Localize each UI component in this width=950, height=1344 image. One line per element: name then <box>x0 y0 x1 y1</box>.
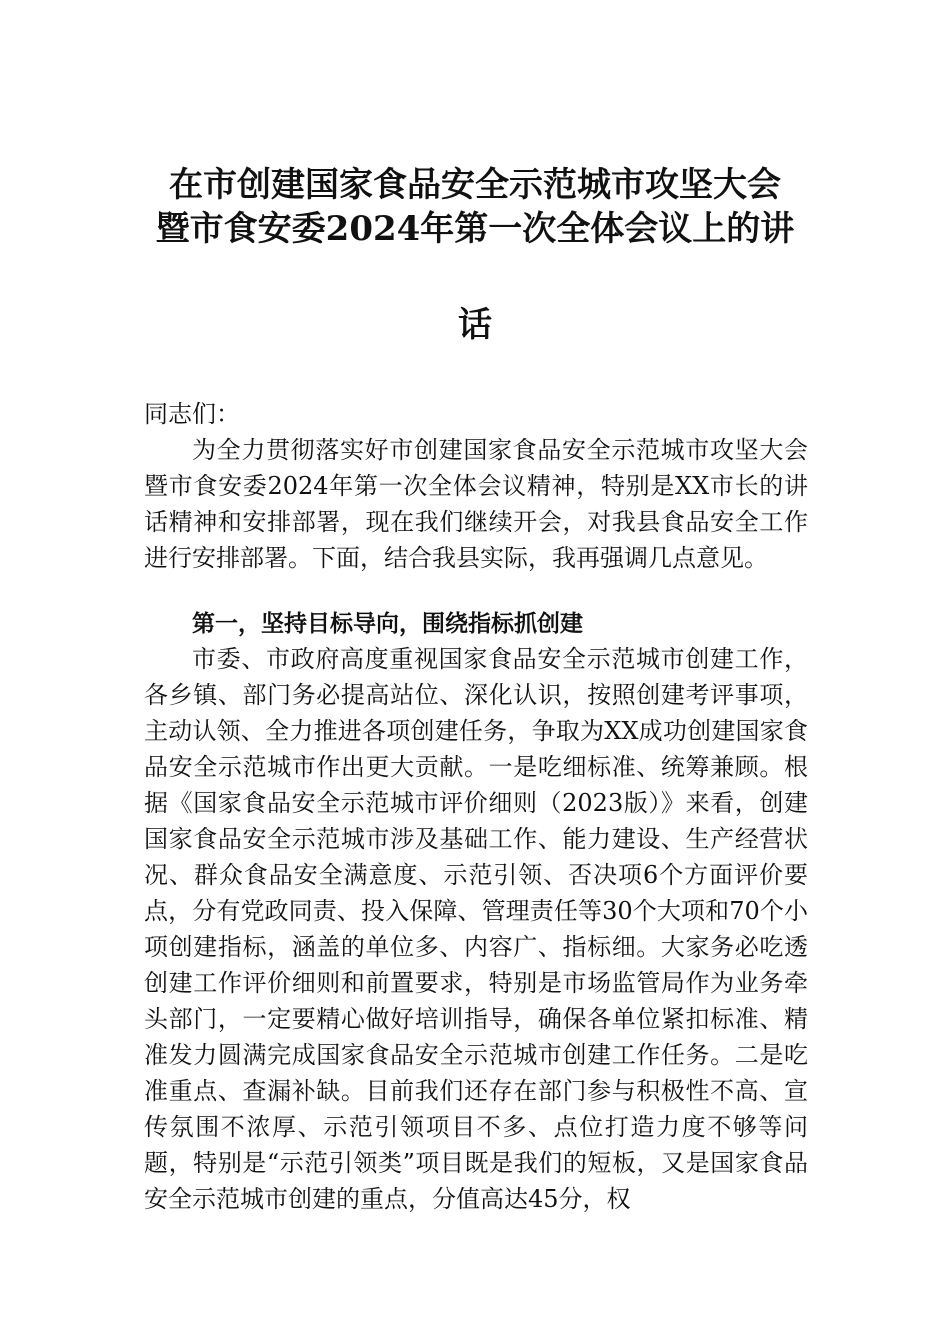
document-title-line-1: 在市创建国家食品安全示范城市攻坚大会 <box>169 165 781 205</box>
document-title-line-3: 话 <box>458 305 492 345</box>
document-title-line-2: 暨市食安委2024年第一次全体会议上的讲 <box>155 209 795 249</box>
paragraph-intro: 为全力贯彻落实好市创建国家食品安全示范城市攻坚大会暨市食安委2024年第一次全体会议精神，特别是XX市长的讲话精神和安排部署，现在我们继续开会，对我县食品安全工作进行安排部署。下面，结合我县实际，我再强调几点意见。 <box>144 436 808 572</box>
section-heading-1: 第一，坚持目标导向，围绕指标抓创建 <box>192 611 583 637</box>
paragraph-section-1: 市委、市政府高度重视国家食品安全示范城市创建工作，各乡镇、部门务必提高站位、深化认识，按照创建考评事项，主动认领、全力推进各项创建任务，争取为XX成功创建国家食品安全示范城市作出更大贡献。一是吃细标准、统筹兼顾。根据《国家食品安全示范城市评价细则（2023版）》来看，创建国家食品安全示范城市涉及基础工作、能力建设、生产经营状况、群众食品安全满意度、示范引领、否决项6个方面评价要点，分有党政同责、投入保障、管理责任等30个大项和70个小项创建指标，涵盖的单位多、内容广、指标细。大家务必吃透创建工作评价细则和前置要求，特别是市场监管局作为业务牵头部门，一定要精心做好培训指导，确保各单位紧扣标准、精准发力圆满完成国家食品安全示范城市创建工作任务。二是吃准重点、查漏补缺。目前我们还存在部门参与积极性不高、宣传氛围不浓厚、示范引领项目不多、点位打造力度不够等问题，特别是“示范引领类”项目既是我们的短板，又是国家食品安全示范城市创建的重点，分值高达45分，权 <box>144 645 808 1213</box>
salutation: 同志们： <box>144 400 240 428</box>
